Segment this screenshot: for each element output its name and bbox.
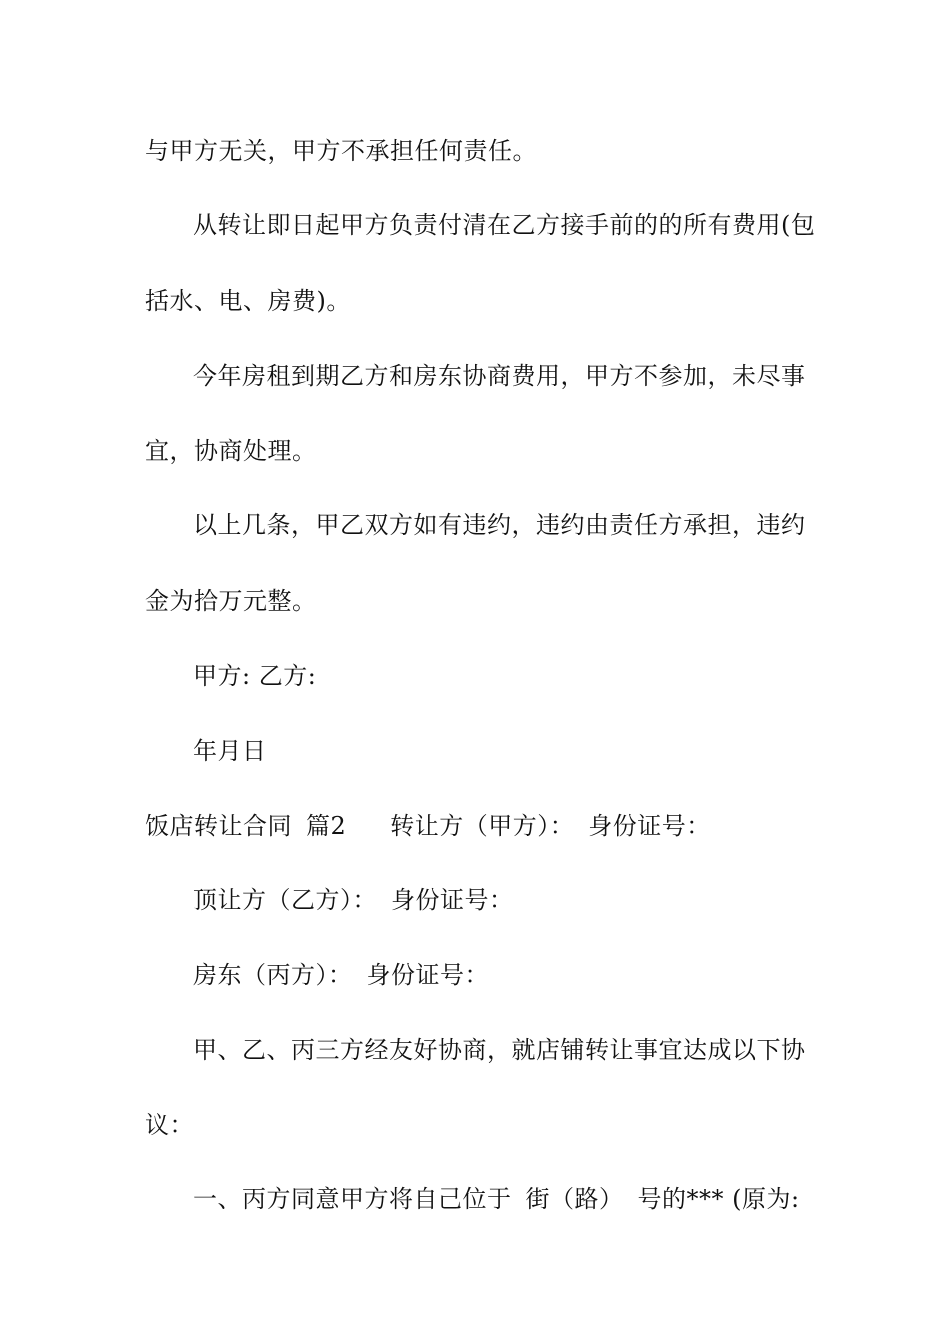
- transferor-label: 转让方（甲方）：: [390, 812, 575, 840]
- signature-parties: 甲方: 乙方:: [193, 662, 317, 690]
- clause-one-line: [193, 1184, 800, 1214]
- section-heading: [145, 811, 711, 841]
- paragraph-line: 括水、电、房费)。: [145, 287, 351, 315]
- id-label: 身份证号：: [366, 961, 489, 989]
- assignee-label: 顶让方（乙方）：: [193, 886, 377, 914]
- clause-text: 一、丙方同意甲方将自己位于: [193, 1185, 512, 1213]
- date-line: 年月日: [193, 737, 267, 765]
- landlord-line: [193, 960, 489, 990]
- id-label: 身份证号：: [588, 812, 711, 840]
- paragraph-line: 金为拾万元整。: [145, 587, 317, 615]
- paragraph-line: 今年房租到期乙方和房东协商费用，甲方不参加，未尽事: [193, 362, 806, 390]
- paragraph-line: 议：: [145, 1111, 194, 1139]
- paragraph-line: 甲、乙、丙三方经友好协商，就店铺转让事宜达成以下协: [193, 1036, 806, 1064]
- paragraph-line: 以上几条，甲乙双方如有违约，违约由责任方承担，违约: [193, 511, 806, 539]
- number-label: 号的*** (原为:: [637, 1185, 800, 1213]
- paragraph-line: 从转让即日起甲方负责付清在乙方接手前的的所有费用(包: [193, 211, 816, 239]
- landlord-label: 房东（丙方）：: [193, 961, 353, 989]
- heading-part: 篇2: [306, 812, 347, 840]
- assignee-line: [193, 885, 514, 915]
- street-label: 街（路）: [525, 1185, 624, 1213]
- paragraph-line: 与甲方无关，甲方不承担任何责任。: [145, 137, 537, 165]
- heading-title: 饭店转让合同: [145, 812, 292, 840]
- id-label: 身份证号：: [391, 886, 514, 914]
- paragraph-line: 宜，协商处理。: [145, 437, 317, 465]
